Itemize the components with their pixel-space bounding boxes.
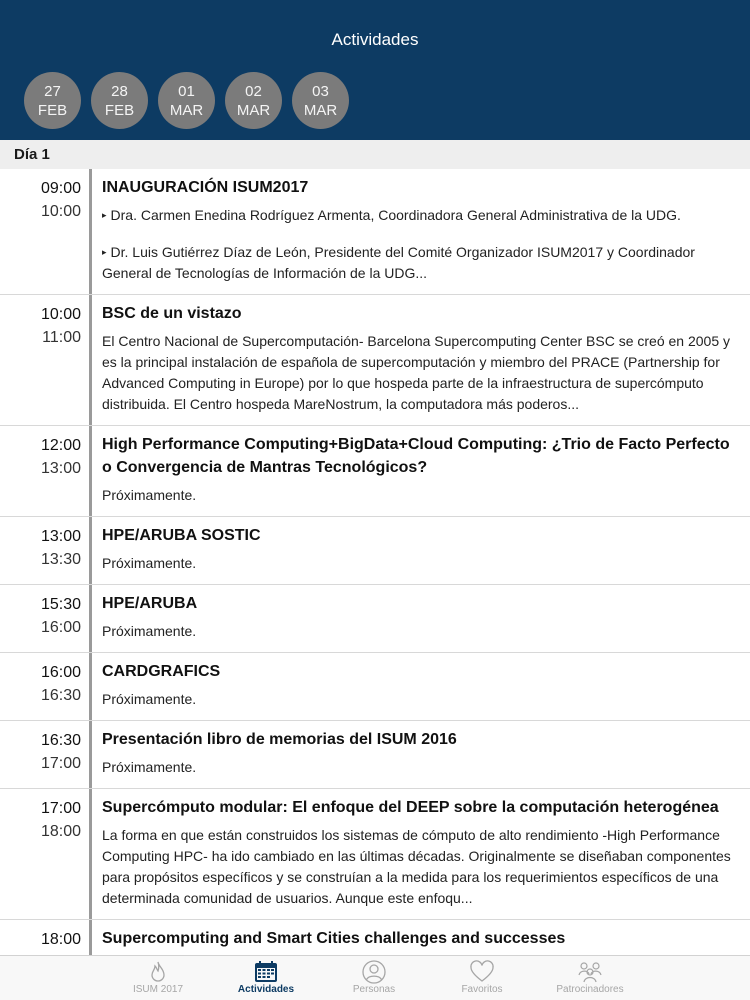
tab-favoritos[interactable] bbox=[428, 956, 536, 1000]
group-icon bbox=[577, 960, 603, 984]
event-row[interactable] bbox=[0, 169, 750, 295]
date-month: MAR bbox=[236, 101, 271, 119]
event-description: Próximamente. bbox=[102, 555, 197, 571]
app-header bbox=[0, 0, 750, 140]
event-end-time: 11:00 bbox=[42, 329, 81, 346]
tab-isum-2017[interactable] bbox=[104, 956, 212, 1000]
event-start-time: 09:00 bbox=[40, 180, 81, 197]
event-row[interactable] bbox=[0, 789, 750, 920]
event-row[interactable] bbox=[0, 585, 750, 653]
event-start-time: 18:00 bbox=[40, 931, 81, 948]
event-row[interactable] bbox=[0, 721, 750, 789]
event-start-time: 16:00 bbox=[40, 664, 81, 681]
event-start-time: 17:00 bbox=[40, 800, 81, 817]
tab-label: Personas bbox=[352, 984, 396, 995]
event-title: HPE/ARUBA bbox=[102, 595, 198, 612]
event-times bbox=[0, 426, 92, 516]
event-content bbox=[92, 585, 750, 652]
event-speaker bbox=[102, 242, 740, 284]
event-times bbox=[0, 169, 92, 294]
date-day: 03 bbox=[312, 82, 329, 100]
bullet-icon: ▸ bbox=[102, 210, 107, 220]
date-chip[interactable] bbox=[24, 72, 81, 129]
date-month: FEB bbox=[37, 101, 68, 119]
tab-label: ISUM 2017 bbox=[132, 984, 184, 995]
event-times bbox=[0, 517, 92, 584]
event-end-time: 16:00 bbox=[40, 619, 81, 636]
date-month: MAR bbox=[303, 101, 338, 119]
event-list[interactable] bbox=[0, 169, 750, 955]
event-title: High Performance Computing+BigData+Cloud Computing: ¿Trio de Facto Perfecto o Convergencia de Mantras Tecnológicos? bbox=[102, 436, 730, 476]
date-selector bbox=[24, 72, 349, 129]
event-times bbox=[0, 585, 92, 652]
event-end-time: 13:30 bbox=[40, 551, 81, 568]
event-content bbox=[92, 653, 750, 720]
heart-icon bbox=[469, 960, 495, 984]
event-speaker bbox=[102, 205, 740, 226]
event-title: Presentación libro de memorias del ISUM 2016 bbox=[102, 731, 457, 748]
tab-label: Actividades bbox=[237, 984, 295, 995]
tab-label: Patrocinadores bbox=[556, 984, 624, 995]
date-day: 28 bbox=[111, 82, 128, 100]
event-times bbox=[0, 653, 92, 720]
event-description: Próximamente. bbox=[102, 759, 197, 775]
date-month: FEB bbox=[104, 101, 135, 119]
event-row[interactable] bbox=[0, 426, 750, 517]
event-start-time: 15:30 bbox=[40, 596, 81, 613]
day-section-header: Día 1 bbox=[0, 140, 750, 169]
event-description: Próximamente. bbox=[102, 623, 197, 639]
event-end-time: 13:00 bbox=[40, 460, 81, 477]
event-start-time: 13:00 bbox=[40, 528, 81, 545]
date-month: MAR bbox=[169, 101, 204, 119]
event-content bbox=[92, 789, 750, 919]
tab-bar bbox=[0, 955, 750, 1000]
date-chip[interactable] bbox=[91, 72, 148, 129]
event-description: La forma en que están construidos los sistemas de cómputo de alto rendimiento -High Performance Computing HPC- ha ido cambiado en las últimas décadas. Originalmente se diseñaban componentes para propósitos específicos y se construían a la medida para los requerimientos específicos de una determinada comunidad de usuarios. Aunque este enfoqu... bbox=[102, 827, 731, 906]
tab-actividades[interactable] bbox=[212, 956, 320, 1000]
tab-patrocinadores[interactable] bbox=[536, 956, 644, 1000]
person-icon bbox=[361, 960, 387, 984]
event-end-time: 18:00 bbox=[40, 823, 81, 840]
bullet-icon: ▸ bbox=[102, 247, 107, 257]
event-times bbox=[0, 789, 92, 919]
flame-icon bbox=[145, 960, 171, 984]
event-description: Próximamente. bbox=[102, 487, 197, 503]
event-title: Supercomputing and Smart Cities challenges and successes bbox=[102, 930, 566, 947]
event-speaker-text: Dr. Luis Gutiérrez Díaz de León, Presidente del Comité Organizador ISUM2017 y Coordinador General de Tecnologías de Información de la UDG... bbox=[102, 244, 695, 281]
event-title: INAUGURACIÓN ISUM2017 bbox=[102, 179, 309, 196]
event-description: El Centro Nacional de Supercomputación- Barcelona Supercomputing Center BSC se creó en 2005 y es la principal instalación de española de supercomputación y miembro del PRACE (Partnership for Advanced Computing in Europe) por lo que hospeda parte de la infraestructura de supercómputo distribuida. El Centro hospeda MareNostrum, la computadora más poderos... bbox=[102, 333, 731, 412]
event-title: BSC de un vistazo bbox=[102, 305, 242, 322]
date-chip[interactable] bbox=[292, 72, 349, 129]
event-row[interactable] bbox=[0, 295, 750, 426]
event-start-time: 10:00 bbox=[40, 306, 81, 323]
event-content bbox=[92, 169, 750, 294]
event-description: Próximamente. bbox=[102, 691, 197, 707]
event-speaker-text: Dra. Carmen Enedina Rodríguez Armenta, Coordinadora General Administrativa de la UDG. bbox=[110, 207, 681, 223]
event-row[interactable] bbox=[0, 517, 750, 585]
tab-personas[interactable] bbox=[320, 956, 428, 1000]
page-title: Actividades bbox=[331, 30, 419, 49]
event-title: Supercómputo modular: El enfoque del DEEP sobre la computación heterogénea bbox=[102, 799, 719, 816]
event-content bbox=[92, 517, 750, 584]
event-end-time: 10:00 bbox=[40, 203, 81, 220]
event-content bbox=[92, 426, 750, 516]
event-end-time: 16:30 bbox=[40, 687, 81, 704]
event-times bbox=[0, 295, 92, 425]
event-content bbox=[92, 295, 750, 425]
date-chip[interactable] bbox=[225, 72, 282, 129]
tab-label: Favoritos bbox=[461, 984, 503, 995]
event-row[interactable] bbox=[0, 653, 750, 721]
calendar-icon bbox=[253, 960, 279, 984]
event-times bbox=[0, 721, 92, 788]
event-end-time: 17:00 bbox=[40, 755, 81, 772]
date-chip[interactable] bbox=[158, 72, 215, 129]
event-title: HPE/ARUBA SOSTIC bbox=[102, 527, 261, 544]
event-content bbox=[92, 721, 750, 788]
date-day: 27 bbox=[44, 82, 61, 100]
event-start-time: 12:00 bbox=[40, 437, 81, 454]
event-start-time: 16:30 bbox=[40, 732, 81, 749]
date-day: 02 bbox=[245, 82, 262, 100]
event-title: CARDGRAFICS bbox=[102, 663, 221, 680]
date-day: 01 bbox=[178, 82, 195, 100]
